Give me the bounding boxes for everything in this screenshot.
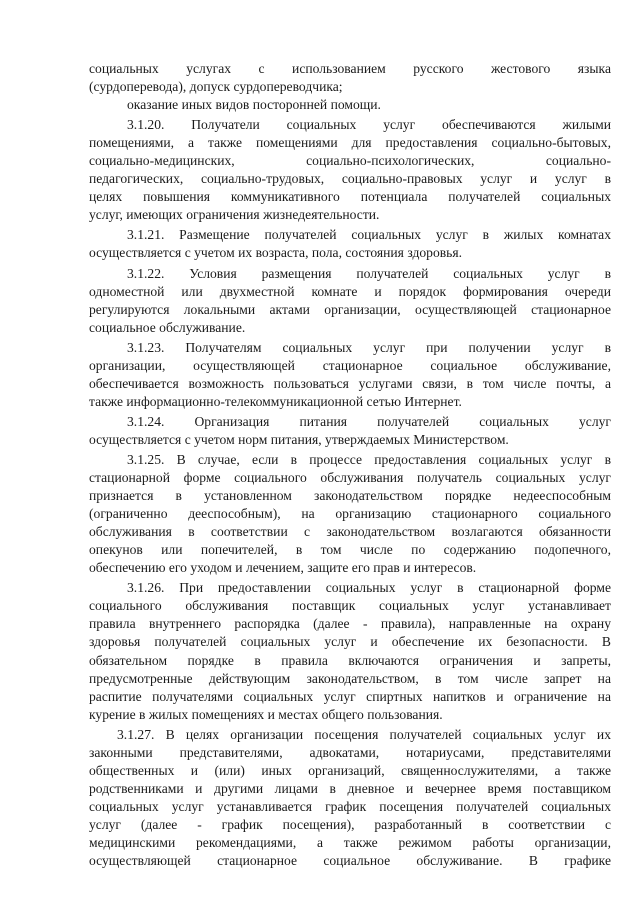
document-line: осуществляющей стационарное социальное обслуживание. В графике [89, 853, 611, 869]
document-line: педагогических, социально-трудовых, социально-правовых услуг и услуг в [89, 171, 611, 187]
document-line: стационарной форме социального обслуживания получатель социальных услуг [89, 470, 611, 486]
document-line: целях повышения коммуникативного потенциала получателей социальных [89, 189, 611, 205]
document-line: обслуживания в соответствии с законодательством возлагаются обязанности [89, 524, 611, 540]
document-line: обеспечению его уходом и лечением, защите его прав и интересов. [89, 560, 477, 576]
document-line: 3.1.21. Размещение получателей социальных услуг в жилых комнатах [127, 227, 611, 243]
document-line: одноместной или двухместной комнате и порядок формирования очереди [89, 283, 611, 299]
document-line: социально-медицинских, социально-психологических, социально- [89, 153, 611, 169]
document-line: признается в установленном законодательством порядке недееспособным [89, 488, 611, 504]
document-line: оказание иных видов посторонней помощи. [127, 97, 381, 113]
document-line: 3.1.23. Получателям социальных услуг при получении услуг в [127, 339, 611, 355]
document-line: социального обслуживания поставщик социальных услуг устанавливает [89, 598, 611, 614]
document-line: социальных услуг устанавливается график посещения получателей социальных [89, 798, 611, 814]
document-line: регулируются локальными актами организации, осуществляющей стационарное [89, 301, 611, 317]
document-line: 3.1.22. Условия размещения получателей социальных услуг в [127, 265, 611, 281]
document-line: правила внутреннего распорядка (далее - правила), направленные на охрану [89, 616, 611, 632]
document-line: 3.1.27. В целях организации посещения получателей социальных услуг их [117, 726, 611, 742]
document-line: родственниками и другими лицами в дневное и вечернее время поставщиком [89, 780, 611, 796]
document-line: социальное обслуживание. [89, 319, 246, 335]
document-line: обязательном порядке в правила включаются ограничения и запреты, [89, 652, 611, 668]
document-line: осуществляется с учетом норм питания, утверждаемых Министерством. [89, 431, 509, 447]
document-line: осуществляется с учетом их возраста, пола, состояния здоровья. [89, 245, 463, 261]
document-line: обеспечивается возможность пользоваться услугами связи, в том числе почты, а [89, 375, 611, 391]
document-line: услуг (далее - график посещения), разработанный в соответствии с [89, 816, 611, 832]
document-line: медицинскими рекомендациями, а также режимом работы организации, [89, 834, 611, 850]
document-line: курение в жилых помещениях и местах общего пользования. [89, 706, 443, 722]
document-line: опекунов или попечителей, в том числе по содержанию подопечного, [89, 542, 611, 558]
document-line: 3.1.26. При предоставлении социальных услуг в стационарной форме [127, 580, 611, 596]
document-line: также информационно-телекоммуникационной сетью Интернет. [89, 393, 462, 409]
document-line: 3.1.24. Организация питания получателей социальных услуг [127, 413, 611, 429]
document-line: услуг, имеющих ограничения жизнедеятельности. [89, 207, 380, 223]
document-line: 3.1.20. Получатели социальных услуг обеспечиваются жилыми [127, 117, 611, 133]
document-line: законными представителями, адвокатами, нотариусами, представителями [89, 744, 611, 760]
document-page [89, 60, 611, 870]
document-line: общественных и (или) иных организаций, священнослужителями, а также [89, 762, 611, 778]
document-line: (сурдоперевода), допуск сурдопереводчика; [89, 79, 343, 95]
document-line: 3.1.25. В случае, если в процессе предоставления социальных услуг в [127, 451, 611, 467]
document-line: организации, осуществляющей стационарное социальное обслуживание, [89, 357, 611, 373]
document-line: социальных услугах с использованием русского жестового языка [89, 61, 611, 76]
document-line: (ограниченно дееспособным), на организацию стационарного социального [89, 506, 611, 522]
document-line: предусмотренные действующим законодательством, в том числе запрет на [89, 670, 611, 686]
document-line: распитие получателями социальных услуг спиртных напитков и ограничение на [89, 688, 611, 704]
document-line: помещениями, а также помещениями для предоставления социально-бытовых, [89, 135, 611, 151]
document-line: здоровья получателей социальных услуг и обеспечение их безопасности. В [89, 634, 611, 650]
